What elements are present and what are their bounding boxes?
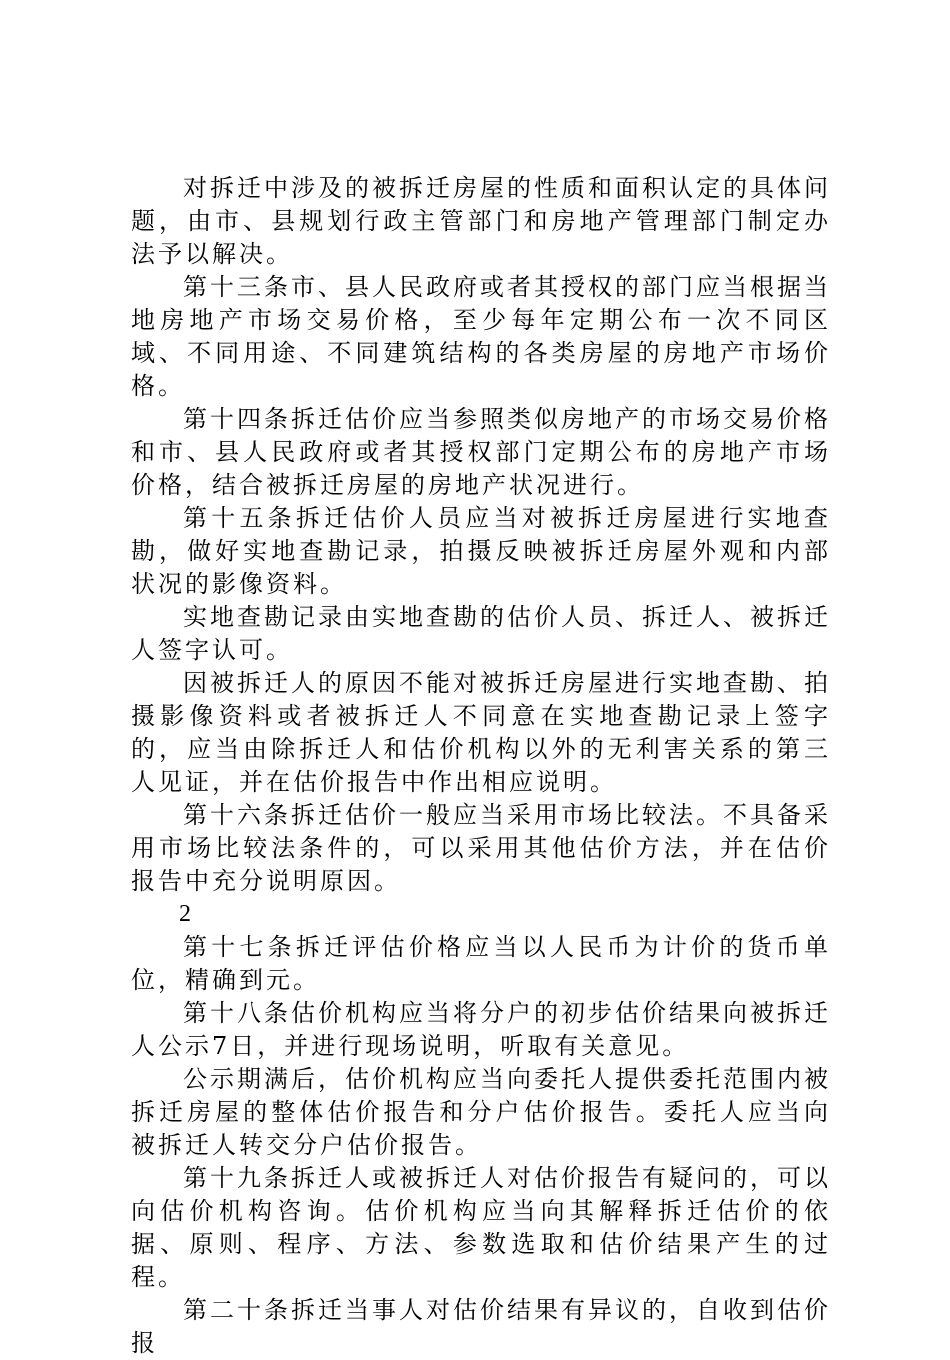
paragraph-article-13: 第十三条市、县人民政府或者其授权的部门应当根据当地房地产市场交易价格，至少每年定期公布一次不同区域、不同用途、不同建筑结构的各类房屋的房地产市场价格。 <box>131 273 831 400</box>
paragraph-article-18: 第十八条估价机构应当将分户的初步估价结果向被拆迁人公示7日，并进行现场说明，听取有关意见。 <box>131 999 831 1060</box>
paragraph-survey-record: 实地查勘记录由实地查勘的估价人员、拆迁人、被拆迁人签字认可。 <box>131 603 831 664</box>
document-body <box>131 172 831 1360</box>
page-number: 2 <box>179 901 191 927</box>
paragraph-publicity-end: 公示期满后，估价机构应当向委托人提供委托范围内被拆迁房屋的整体估价报告和分户估价报告。委托人应当向被拆迁人转交分户估价报告。 <box>131 1065 831 1159</box>
paragraph-article-15: 第十五条拆迁估价人员应当对被拆迁房屋进行实地查勘，做好实地查勘记录，拍摄反映被拆迁房屋外观和内部状况的影像资料。 <box>131 504 831 598</box>
paragraph-article-17: 第十七条拆迁评估价格应当以人民币为计价的货币单位，精确到元。 <box>131 933 831 994</box>
paragraph-third-party-witness: 因被拆迁人的原因不能对被拆迁房屋进行实地查勘、拍摄影像资料或者被拆迁人不同意在实地查勘记录上签字的，应当由除拆迁人和估价机构以外的无利害关系的第三人见证，并在估价报告中作出相应说明。 <box>131 669 831 796</box>
paragraph-article-16: 第十六条拆迁估价一般应当采用市场比较法。不具备采用市场比较法条件的，可以采用其他估价方法，并在估价报告中充分说明原因。 <box>131 801 831 895</box>
paragraph-article-14: 第十四条拆迁估价应当参照类似房地产的市场交易价格和市、县人民政府或者其授权部门定期公布的房地产市场价格，结合被拆迁房屋的房地产状况进行。 <box>131 405 831 499</box>
paragraph-article-20: 第二十条拆迁当事人对估价结果有异议的，自收到估价报 <box>131 1296 831 1357</box>
paragraph-article-19: 第十九条拆迁人或被拆迁人对估价报告有疑问的，可以向估价机构咨询。估价机构应当向其解释拆迁估价的依据、原则、程序、方法、参数选取和估价结果产生的过程。 <box>131 1164 831 1291</box>
paragraph-area-determination: 对拆迁中涉及的被拆迁房屋的性质和面积认定的具体问题，由市、县规划行政主管部门和房地产管理部门制定办法予以解决。 <box>131 174 831 268</box>
